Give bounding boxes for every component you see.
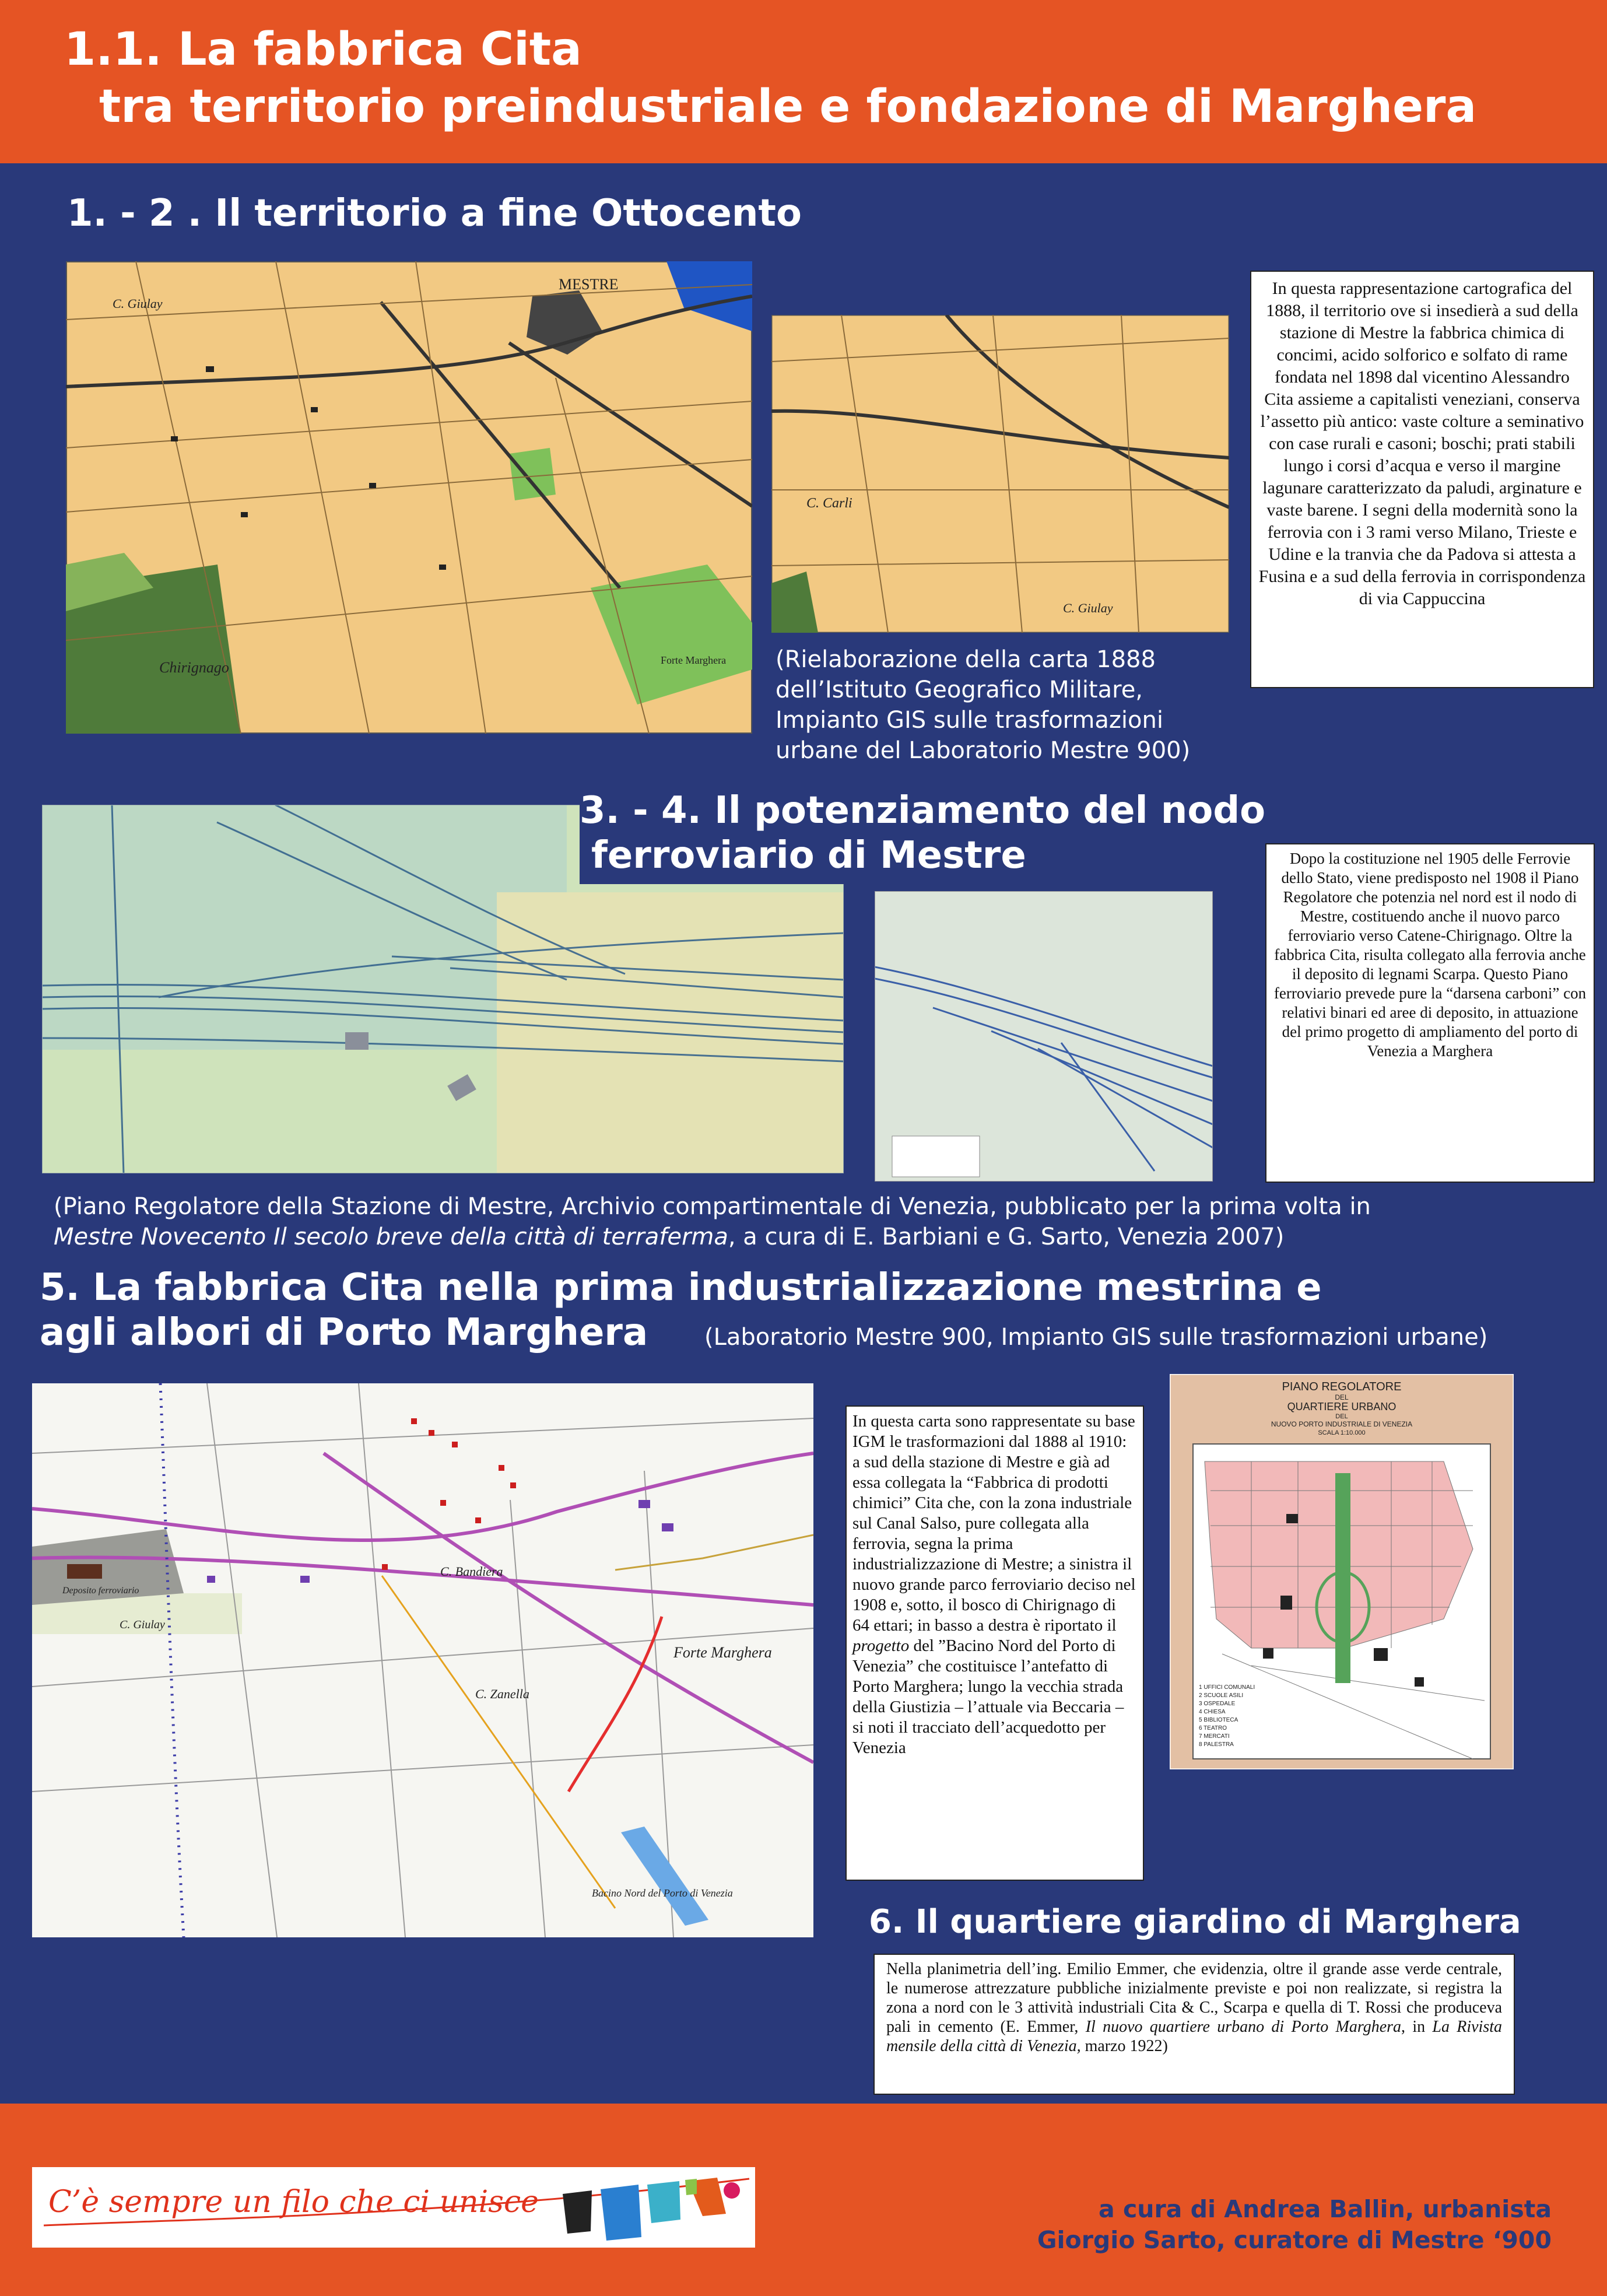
section1-caption-line: (Rielaborazione della carta 1888: [776, 646, 1156, 673]
section4-text-before: Nella planimetria dell’ing. Emilio Emmer, che evidenzia, oltre il grande asse verde centrale, le numerose attrezzature pubbliche inizialmente previste e poi non realizzate, si registra la zona a nord con le 3 attività industriali Cita & C., Scarpa e quella di T. Rossi che produceva pali in cemento (E. Emmer,: [886, 1960, 1502, 2036]
section4-text-box: [873, 1954, 1515, 2095]
plan-title-line3: QUARTIERE URBANO: [1287, 1401, 1397, 1412]
section4-heading: 6. Il quartiere giardino di Marghera: [869, 1903, 1521, 1941]
section2-caption-line1: (Piano Regolatore della Stazione di Mestre, Archivio compartimentale di Venezia, pubblicato per la prima volta in: [54, 1193, 1371, 1220]
plan-title-line5: NUOVO PORTO INDUSTRIALE DI VENEZIA: [1271, 1420, 1413, 1428]
rail-plan-1908-detail: [875, 891, 1213, 1182]
map2-label-carli: C. Carli: [806, 496, 852, 511]
page-title-line1: 1.1. La fabbrica Cita: [64, 23, 582, 76]
project-logo: [32, 2167, 755, 2248]
plan-legend-item: 5 BIBLIOTECA: [1199, 1717, 1238, 1723]
section3-text-after: del ”Bacino Nord del Porto di Venezia” che costituisce l’antefatto di Porto Marghera; lungo la vecchia strada della Giustizia – l’attuale via Beccaria – si noti il tracciato dell’acquedotto per Venezia: [852, 1636, 1124, 1757]
section1-caption-line: urbane del Laboratorio Mestre 900): [776, 737, 1191, 764]
section2-text-box: [1265, 843, 1595, 1183]
section1-caption: [776, 644, 1190, 766]
credit-line2: Giorgio Sarto, curatore di Mestre ‘900: [1037, 2226, 1552, 2255]
section2-caption-line2: [54, 1222, 1371, 1252]
section3-text-box: [845, 1405, 1144, 1881]
section1-text: In questa rappresentazione cartografica del 1888, il territorio ove si insedierà a sud della stazione di Mestre la fabbrica chimica di concimi, acido solforico e solfato di rame fondata nel 1898 dal vicentino Alessandro Cita assieme a capitalisti veneziani, conserva l’assetto più antico: vaste colture a seminativo con case rurali e casoni; boschi; prati stabili lungo i corsi d’acqua e verso il margine lagunare caratterizzato da paludi, arginature e vaste barene. I segni della modernità sono la ferrovia con i 3 rami verso Milano, Trieste e Udine e la tranvia che da Padova si attesta a Fusina e a sud della ferrovia in corrispondenza di via Cappuccina: [1258, 279, 1586, 608]
quartiere-urbano-plan: [1170, 1374, 1514, 1769]
map-1888-1910: [32, 1383, 813, 1937]
plan-legend-item: 8 PALESTRA: [1199, 1741, 1234, 1748]
section3-heading-line2: agli albori di Porto Marghera: [40, 1310, 648, 1354]
section4-text-mid: , in: [1401, 2018, 1433, 2036]
header-band: [0, 0, 1607, 163]
plan-legend-item: 2 SCUOLE ASILI: [1199, 1692, 1244, 1699]
plan-legend-item: 1 UFFICI COMUNALI: [1199, 1684, 1255, 1691]
plan-legend-item: 7 MERCATI: [1199, 1733, 1230, 1740]
map2-label-giulay: C. Giulay: [1063, 601, 1113, 615]
credit-line1: a cura di Andrea Ballin, urbanista: [1099, 2195, 1552, 2223]
section1-heading: 1. - 2 . Il territorio a fine Ottocento: [67, 192, 802, 235]
plan-legend-item: 4 CHIESA: [1199, 1709, 1226, 1715]
map3-label-deposito: Deposito ferroviario: [62, 1586, 139, 1596]
logo-text: C’è sempre un filo che ci unisce: [48, 2185, 539, 2220]
map1-label-giulay: C. Giulay: [113, 296, 163, 311]
plan-title-line1: PIANO REGOLATORE: [1282, 1380, 1402, 1393]
section3-text-before: In questa carta sono rappresentate su base IGM le trasformazioni dal 1888 al 1910: a sud della stazione di Mestre e già ad essa collegata la “Fabbrica di prodotti chimici” Cita che, con la zona industriale sul Canal Salso, pure collegata alla ferrovia, segna la prima industrializzazione di Mestre; a sinistra il nuovo grande parco ferroviario deciso nel 1908 e, sotto, il bosco di Chirignago di 64 ettari; in basso a destra è riportato il: [852, 1412, 1136, 1635]
section2-caption-line2-rest: , a cura di E. Barbiani e G. Sarto, Venezia 2007): [728, 1224, 1285, 1250]
section2-heading-line1: 3. - 4. Il potenziamento del nodo: [580, 789, 1266, 832]
credits: [1037, 2194, 1552, 2256]
plan-legend-item: 3 OSPEDALE: [1199, 1701, 1236, 1707]
map3-label-giulay: C. Giulay: [120, 1618, 165, 1631]
map3-label-bacino-nord: Bacino Nord del Porto di Venezia: [592, 1887, 733, 1899]
section2-caption: [54, 1191, 1371, 1252]
section2-heading: [580, 788, 1276, 884]
map1-label-chirignago: Chirignago: [159, 659, 229, 676]
section4-text-italic2: La Rivista mensile della città di Venezia,: [886, 2018, 1503, 2055]
section2-heading-line2: ferroviario di Mestre: [591, 833, 1026, 877]
plan-legend-item: 6 TEATRO: [1199, 1725, 1227, 1731]
map-1888-overview: [66, 261, 752, 734]
section3-heading-line1: 5. La fabbrica Cita nella prima industrializzazione mestrina e: [40, 1266, 1322, 1309]
map1-label-mestre: MESTRE: [559, 276, 619, 293]
section2-text: Dopo la costituzione nel 1905 delle Ferrovie dello Stato, viene predisposto nel 1908 il Piano Regolatore che potenzia nel nord est il nodo di Mestre, costituendo anche il nuovo parco ferroviario verso Catene-Chirignago. Oltre la fabbrica Cita, risulta collegato alla ferrovia anche il deposito di legnami Scarpa. Questo Piano ferroviario prevede pure la “darsena carboni” con relativi binari ed aree di deposito, in attuazione del primo progetto di ampliamento del porto di Venezia a Marghera: [1273, 850, 1587, 1060]
map3-label-forte-marghera: Forte Marghera: [673, 1644, 772, 1661]
section4-text-italic1: Il nuovo quartiere urbano di Porto Marghera: [1085, 2018, 1402, 2036]
section4-text-after: marzo 1922): [1080, 2037, 1168, 2055]
map-1888-detail: [771, 315, 1229, 633]
plan-title-line2: DEL: [1335, 1393, 1349, 1401]
section1-caption-line: dell’Istituto Geografico Militare,: [776, 676, 1143, 703]
plan-scale: SCALA 1:10.000: [1318, 1429, 1366, 1436]
section1-text-box: [1250, 271, 1594, 688]
map1-label-forte-marghera: Forte Marghera: [661, 654, 727, 666]
page-title-line2: tra territorio preindustriale e fondazione di Marghera: [99, 80, 1477, 133]
section3-source: (Laboratorio Mestre 900, Impianto GIS sulle trasformazioni urbane): [704, 1324, 1488, 1351]
section2-caption-book-title: Mestre Novecento Il secolo breve della città di terraferma: [54, 1224, 728, 1250]
map3-label-zanella: C. Zanella: [475, 1687, 529, 1701]
section1-caption-line: Impianto GIS sulle trasformazioni: [776, 707, 1163, 734]
section3-text-italic: progetto: [852, 1636, 910, 1655]
map3-label-bandiera: C. Bandiera: [440, 1564, 503, 1579]
plan-title-line4: DEL: [1335, 1413, 1348, 1420]
